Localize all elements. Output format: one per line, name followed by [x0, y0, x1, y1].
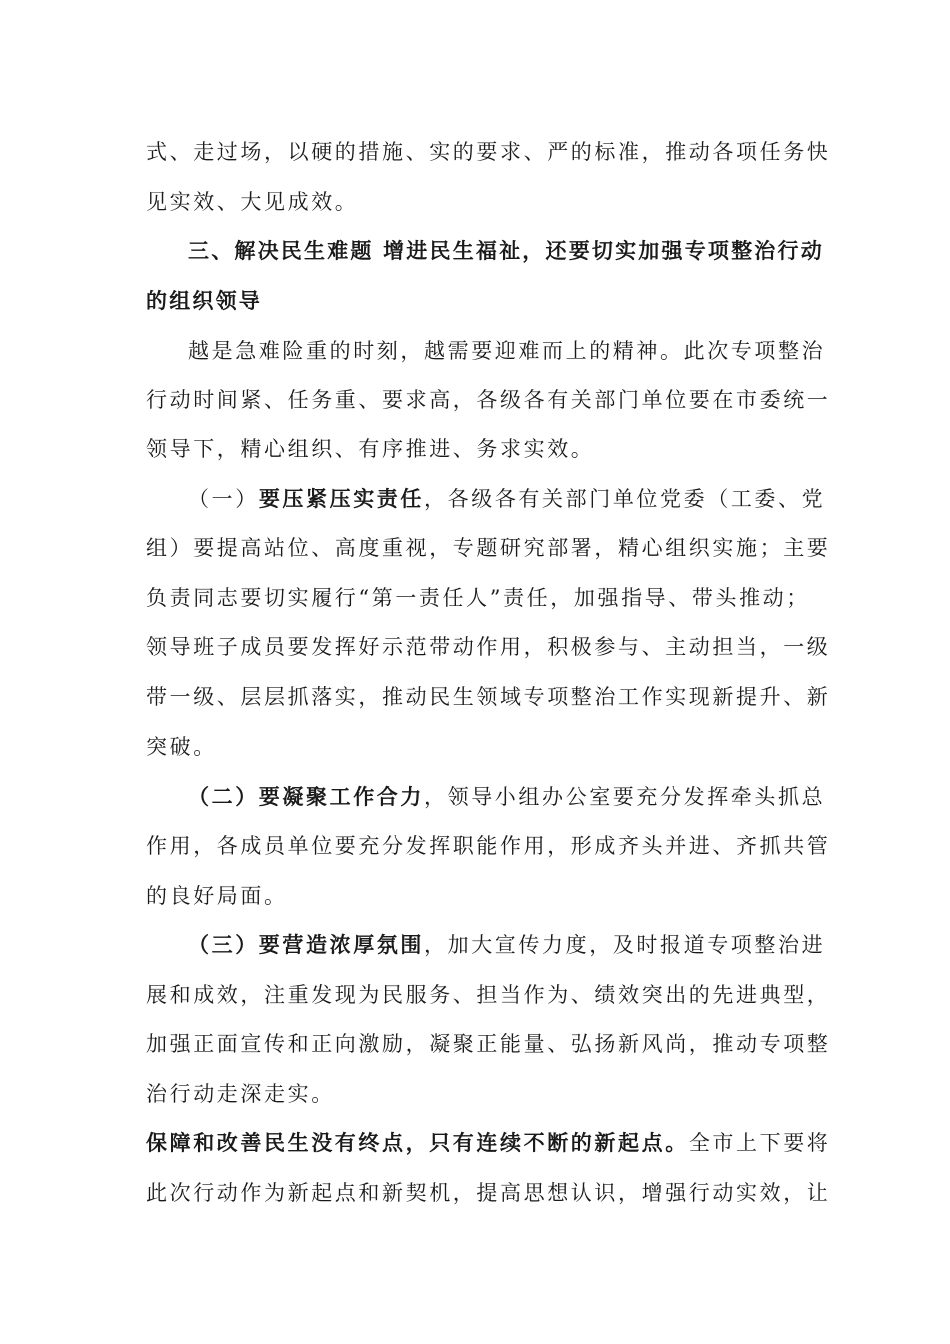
- paragraph-1-line-2: 见实效、大见成效。: [146, 190, 359, 214]
- paragraph-3-line-3: 负责同志要切实履行“第一责任人”责任，加强指导、带头推动；: [146, 586, 810, 610]
- paragraph-3-line-6: 突破。: [146, 735, 217, 759]
- closing-text: 全市上下要将: [688, 1131, 831, 1155]
- item-3-text: ，加大宣传力度，及时报道专项整治进: [424, 933, 826, 957]
- paragraph-6-line-2: 此次行动作为新起点和新契机，提高思想认识，增强行动实效，让: [146, 1181, 831, 1205]
- paragraph-5-line-2: 展和成效，注重发现为民服务、担当作为、绩效突出的先进典型，: [146, 983, 831, 1007]
- paragraph-3-line-2: 组）要提高站位、高度重视，专题研究部署，精心组织实施；主要: [146, 536, 831, 560]
- paragraph-6-line-1: [146, 1128, 831, 1158]
- paragraph-3-line-1: [188, 484, 826, 514]
- closing-statement: 保障和改善民生没有终点，只有连续不断的新起点。: [146, 1130, 689, 1155]
- paragraph-1-line-1: 式、走过场，以硬的措施、实的要求、严的标准，推动各项任务快: [146, 140, 831, 164]
- item-1-text: ，各级各有关部门单位党委（工委、党: [424, 487, 826, 511]
- paragraph-5-line-3: 加强正面宣传和正向激励，凝聚正能量、弘扬新风尚，推动专项整: [146, 1032, 831, 1056]
- item-2-text: ，领导小组办公室要充分发挥牵头抓总: [424, 785, 826, 809]
- paragraph-4-line-1: [188, 782, 826, 812]
- paragraph-4-line-3: 的良好局面。: [146, 884, 288, 908]
- paragraph-5-line-1: [188, 930, 826, 960]
- item-3-title: （三）要营造浓厚氛围: [188, 932, 424, 957]
- paragraph-4-line-2: 作用，各成员单位要充分发挥职能作用，形成齐头并进、齐抓共管: [146, 834, 831, 858]
- paragraph-2-line-2: 行动时间紧、任务重、要求高，各级各有关部门单位要在市委统一: [146, 388, 831, 412]
- paragraph-3-line-4: 领导班子成员要发挥好示范带动作用，积极参与、主动担当，一级: [146, 635, 831, 659]
- paragraph-2-line-3: 领导下，精心组织、有序推进、务求实效。: [146, 437, 595, 461]
- section-heading-3-line-2: 的组织领导: [146, 288, 262, 313]
- section-heading-3-line-1: 三、解决民生难题 增进民生福祉，还要切实加强专项整治行动: [188, 238, 824, 263]
- paragraph-5-line-4: 治行动走深走实。: [146, 1082, 335, 1106]
- paragraph-2-line-1: 越是急难险重的时刻，越需要迎难而上的精神。此次专项整治: [188, 339, 826, 363]
- item-2-title: （二）要凝聚工作合力: [188, 784, 424, 809]
- item-1-number: （一）: [188, 487, 259, 511]
- paragraph-3-line-5: 带一级、层层抓落实，推动民生领域专项整治工作实现新提升、新: [146, 685, 831, 709]
- item-1-title: 要压紧压实责任: [258, 486, 425, 511]
